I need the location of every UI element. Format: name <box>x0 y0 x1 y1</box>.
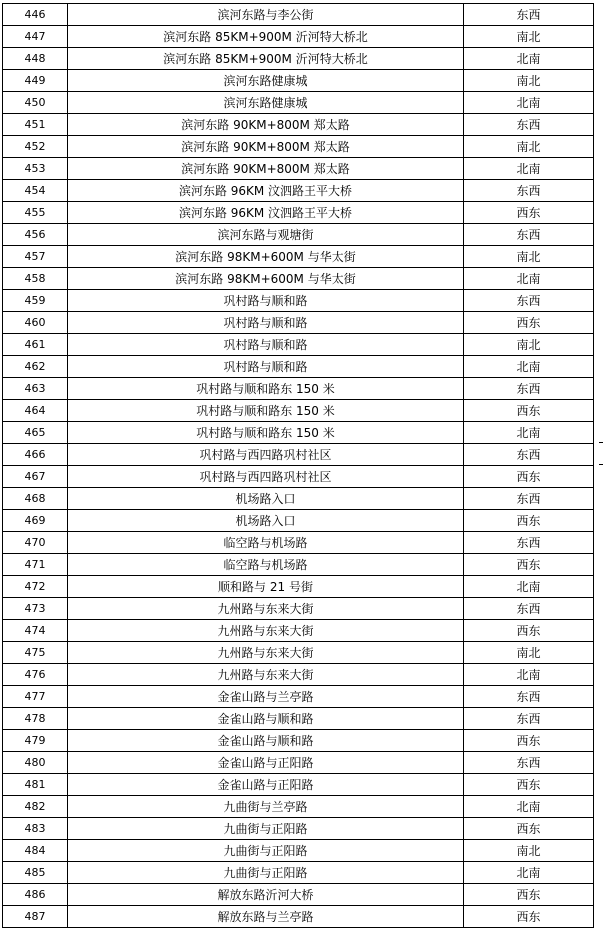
direction-cell: 南北 <box>464 642 594 664</box>
direction-cell: 东西 <box>464 708 594 730</box>
location-cell: 九州路与东来大街 <box>68 598 464 620</box>
location-cell: 滨河东路 98KM+600M 与华太街 <box>68 246 464 268</box>
table-row <box>3 642 594 664</box>
direction-cell: 西东 <box>464 884 594 906</box>
row-number-cell: 457 <box>3 246 68 268</box>
location-cell: 滨河东路与李公街 <box>68 4 464 26</box>
table-body <box>3 4 594 928</box>
table-row <box>3 906 594 928</box>
direction-cell: 东西 <box>464 4 594 26</box>
table-row <box>3 620 594 642</box>
table-row <box>3 444 594 466</box>
table-row <box>3 598 594 620</box>
location-cell: 滨河东路 96KM 汶泗路王平大桥 <box>68 180 464 202</box>
document-sheet <box>2 3 594 928</box>
location-cell: 临空路与机场路 <box>68 532 464 554</box>
location-cell: 巩村路与西四路巩村社区 <box>68 466 464 488</box>
table-row <box>3 862 594 884</box>
direction-cell: 西东 <box>464 554 594 576</box>
direction-cell: 南北 <box>464 26 594 48</box>
location-cell: 九曲街与正阳路 <box>68 818 464 840</box>
row-number-cell: 471 <box>3 554 68 576</box>
location-cell: 滨河东路健康城 <box>68 70 464 92</box>
row-number-cell: 487 <box>3 906 68 928</box>
table-row <box>3 664 594 686</box>
direction-cell: 北南 <box>464 268 594 290</box>
table-row <box>3 48 594 70</box>
table-row <box>3 576 594 598</box>
location-cell: 巩村路与顺和路东 150 米 <box>68 400 464 422</box>
location-cell: 金雀山路与顺和路 <box>68 708 464 730</box>
row-number-cell: 460 <box>3 312 68 334</box>
row-number-cell: 469 <box>3 510 68 532</box>
location-cell: 滨河东路 90KM+800M 郑太路 <box>68 158 464 180</box>
table-row <box>3 686 594 708</box>
table-row <box>3 70 594 92</box>
row-number-cell: 473 <box>3 598 68 620</box>
direction-cell: 北南 <box>464 422 594 444</box>
direction-cell: 东西 <box>464 114 594 136</box>
direction-cell: 北南 <box>464 576 594 598</box>
table-row <box>3 312 594 334</box>
location-cell: 滨河东路 96KM 汶泗路王平大桥 <box>68 202 464 224</box>
location-cell: 滨河东路 85KM+900M 沂河特大桥北 <box>68 48 464 70</box>
row-number-cell: 447 <box>3 26 68 48</box>
table-row <box>3 510 594 532</box>
direction-cell: 北南 <box>464 158 594 180</box>
camera-location-table <box>2 3 594 928</box>
row-number-cell: 465 <box>3 422 68 444</box>
direction-cell: 西东 <box>464 730 594 752</box>
table-row <box>3 202 594 224</box>
row-number-cell: 480 <box>3 752 68 774</box>
direction-cell: 南北 <box>464 334 594 356</box>
row-number-cell: 483 <box>3 818 68 840</box>
location-cell: 九曲街与正阳路 <box>68 840 464 862</box>
direction-cell: 南北 <box>464 246 594 268</box>
location-cell: 金雀山路与顺和路 <box>68 730 464 752</box>
table-row <box>3 114 594 136</box>
direction-cell: 北南 <box>464 48 594 70</box>
row-edge-mark <box>599 464 603 465</box>
location-cell: 滨河东路 85KM+900M 沂河特大桥北 <box>68 26 464 48</box>
row-number-cell: 454 <box>3 180 68 202</box>
location-cell: 九曲街与正阳路 <box>68 862 464 884</box>
direction-cell: 西东 <box>464 466 594 488</box>
row-number-cell: 466 <box>3 444 68 466</box>
location-cell: 滨河东路 90KM+800M 郑太路 <box>68 136 464 158</box>
row-number-cell: 474 <box>3 620 68 642</box>
location-cell: 金雀山路与正阳路 <box>68 752 464 774</box>
location-cell: 解放东路与兰亭路 <box>68 906 464 928</box>
row-number-cell: 482 <box>3 796 68 818</box>
location-cell: 巩村路与顺和路东 150 米 <box>68 422 464 444</box>
direction-cell: 北南 <box>464 664 594 686</box>
row-number-cell: 467 <box>3 466 68 488</box>
row-number-cell: 464 <box>3 400 68 422</box>
location-cell: 巩村路与顺和路 <box>68 334 464 356</box>
table-row <box>3 26 594 48</box>
direction-cell: 东西 <box>464 752 594 774</box>
row-number-cell: 486 <box>3 884 68 906</box>
direction-cell: 东西 <box>464 224 594 246</box>
table-row <box>3 752 594 774</box>
location-cell: 解放东路沂河大桥 <box>68 884 464 906</box>
table-row <box>3 422 594 444</box>
direction-cell: 东西 <box>464 444 594 466</box>
table-row <box>3 488 594 510</box>
table-row <box>3 730 594 752</box>
row-number-cell: 479 <box>3 730 68 752</box>
table-row <box>3 180 594 202</box>
table-row <box>3 268 594 290</box>
row-number-cell: 481 <box>3 774 68 796</box>
location-cell: 巩村路与顺和路 <box>68 356 464 378</box>
location-cell: 巩村路与顺和路东 150 米 <box>68 378 464 400</box>
direction-cell: 东西 <box>464 290 594 312</box>
location-cell: 巩村路与顺和路 <box>68 290 464 312</box>
location-cell: 巩村路与西四路巩村社区 <box>68 444 464 466</box>
row-number-cell: 458 <box>3 268 68 290</box>
table-row <box>3 246 594 268</box>
row-number-cell: 476 <box>3 664 68 686</box>
direction-cell: 北南 <box>464 92 594 114</box>
table-row <box>3 774 594 796</box>
location-cell: 滨河东路与观塘街 <box>68 224 464 246</box>
table-row <box>3 840 594 862</box>
direction-cell: 西东 <box>464 818 594 840</box>
direction-cell: 南北 <box>464 840 594 862</box>
direction-cell: 东西 <box>464 180 594 202</box>
row-number-cell: 448 <box>3 48 68 70</box>
direction-cell: 西东 <box>464 510 594 532</box>
row-number-cell: 449 <box>3 70 68 92</box>
direction-cell: 东西 <box>464 686 594 708</box>
direction-cell: 东西 <box>464 598 594 620</box>
row-number-cell: 470 <box>3 532 68 554</box>
table-row <box>3 466 594 488</box>
row-number-cell: 456 <box>3 224 68 246</box>
location-cell: 金雀山路与正阳路 <box>68 774 464 796</box>
direction-cell: 东西 <box>464 488 594 510</box>
direction-cell: 南北 <box>464 136 594 158</box>
table-row <box>3 818 594 840</box>
location-cell: 九州路与东来大街 <box>68 664 464 686</box>
row-number-cell: 468 <box>3 488 68 510</box>
direction-cell: 西东 <box>464 312 594 334</box>
location-cell: 机场路入口 <box>68 488 464 510</box>
row-number-cell: 475 <box>3 642 68 664</box>
location-cell: 机场路入口 <box>68 510 464 532</box>
row-number-cell: 453 <box>3 158 68 180</box>
table-row <box>3 290 594 312</box>
table-row <box>3 92 594 114</box>
table-row <box>3 378 594 400</box>
location-cell: 九州路与东来大街 <box>68 642 464 664</box>
location-cell: 巩村路与顺和路 <box>68 312 464 334</box>
row-number-cell: 485 <box>3 862 68 884</box>
location-cell: 九曲街与兰亭路 <box>68 796 464 818</box>
location-cell: 滨河东路健康城 <box>68 92 464 114</box>
location-cell: 金雀山路与兰亭路 <box>68 686 464 708</box>
row-number-cell: 462 <box>3 356 68 378</box>
direction-cell: 北南 <box>464 862 594 884</box>
table-row <box>3 708 594 730</box>
table-row <box>3 532 594 554</box>
row-number-cell: 463 <box>3 378 68 400</box>
row-number-cell: 452 <box>3 136 68 158</box>
row-number-cell: 455 <box>3 202 68 224</box>
location-cell: 顺和路与 21 号街 <box>68 576 464 598</box>
row-number-cell: 461 <box>3 334 68 356</box>
row-edge-mark <box>599 442 603 443</box>
direction-cell: 东西 <box>464 378 594 400</box>
location-cell: 滨河东路 90KM+800M 郑太路 <box>68 114 464 136</box>
table-row <box>3 796 594 818</box>
table-row <box>3 4 594 26</box>
direction-cell: 北南 <box>464 796 594 818</box>
table-row <box>3 884 594 906</box>
direction-cell: 西东 <box>464 620 594 642</box>
location-cell: 临空路与机场路 <box>68 554 464 576</box>
table-row <box>3 334 594 356</box>
table-row <box>3 400 594 422</box>
direction-cell: 西东 <box>464 906 594 928</box>
row-number-cell: 450 <box>3 92 68 114</box>
row-number-cell: 459 <box>3 290 68 312</box>
direction-cell: 南北 <box>464 70 594 92</box>
table-row <box>3 224 594 246</box>
location-cell: 九州路与东来大街 <box>68 620 464 642</box>
direction-cell: 东西 <box>464 532 594 554</box>
direction-cell: 西东 <box>464 400 594 422</box>
row-number-cell: 484 <box>3 840 68 862</box>
table-row <box>3 356 594 378</box>
row-number-cell: 451 <box>3 114 68 136</box>
table-row <box>3 554 594 576</box>
table-row <box>3 136 594 158</box>
direction-cell: 西东 <box>464 774 594 796</box>
direction-cell: 西东 <box>464 202 594 224</box>
direction-cell: 北南 <box>464 356 594 378</box>
row-number-cell: 477 <box>3 686 68 708</box>
row-number-cell: 446 <box>3 4 68 26</box>
location-cell: 滨河东路 98KM+600M 与华太街 <box>68 268 464 290</box>
row-number-cell: 478 <box>3 708 68 730</box>
row-number-cell: 472 <box>3 576 68 598</box>
table-row <box>3 158 594 180</box>
